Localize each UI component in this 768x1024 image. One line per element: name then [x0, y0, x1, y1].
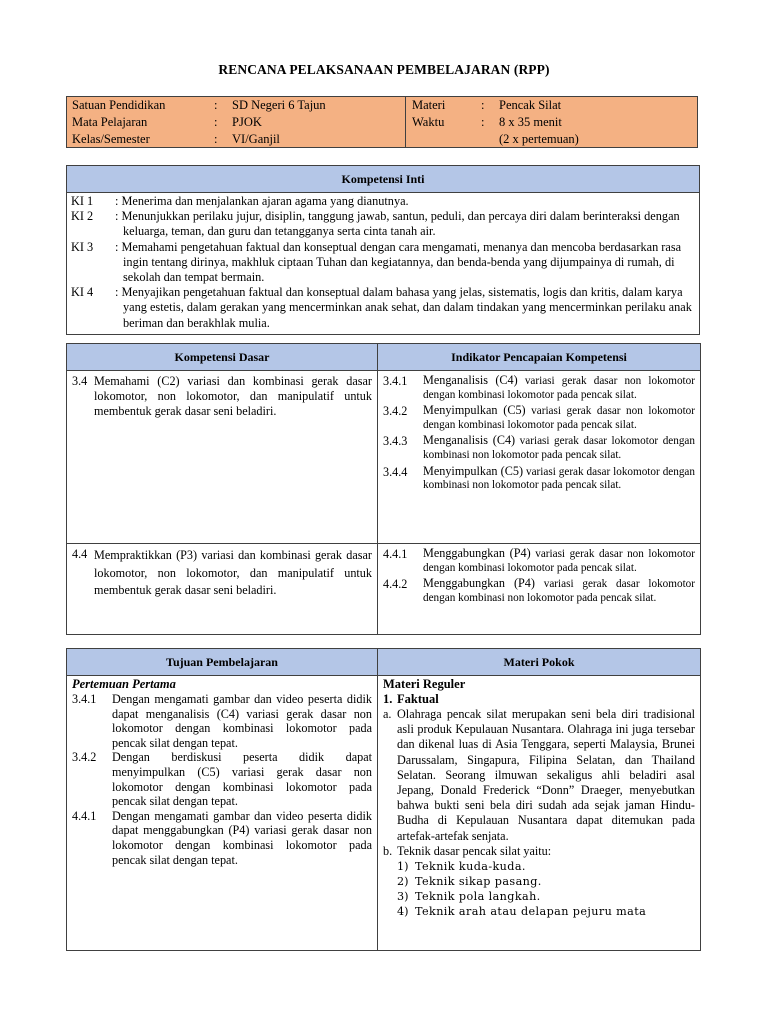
tujuan-text: Dengan mengamati gambar dan video peserta didik dapat menggabungkan (P4) variasi gerak dasar non lokomotor dengan kombinasi lokomotor pada pencak silat dengan tepat.	[112, 808, 372, 867]
faktual-number: 1.	[383, 692, 393, 706]
item-letter: a.	[383, 707, 392, 721]
page-title: RENCANA PELAKSANAAN PEMBELAJARAN (RPP)	[218, 62, 550, 77]
waktu-label: Waktu	[412, 115, 445, 129]
pertemuan-heading: Pertemuan Pertama	[72, 677, 176, 691]
list-item: 2) Teknik sikap pasang.	[397, 875, 542, 889]
materi-header: Materi Pokok	[378, 649, 701, 676]
ipk-text: variasi gerak dasar lokomotor dengan kombinasi non lokomotor pada pencak silat.	[423, 465, 695, 492]
ipk-text: variasi gerak dasar non lokomotor dengan kombinasi lokomotor pada pencak silat.	[423, 375, 695, 401]
ki-text: : Menunjukkan perilaku jujur, disiplin, tanggung jawab, santun, peduli, dan percaya diri dalam berinteraksi dengan keluarga, teman, dan guru dan tetangganya serta cinta tanah air.	[115, 209, 680, 239]
waktu-note: (2 x pertemuan)	[499, 132, 579, 146]
colon: :	[214, 98, 218, 112]
colon: :	[481, 98, 485, 112]
ipk-number: 3.4.1	[383, 374, 408, 388]
item-letter: b.	[383, 843, 393, 858]
ipk-text: variasi gerak dasar lokomotor dengan kombinasi non lokomotor pada pencak silat.	[423, 435, 695, 461]
ipk-number: 3.4.4	[383, 464, 408, 479]
colon: :	[214, 132, 218, 146]
mapel-value: PJOK	[232, 115, 262, 129]
ki-item	[71, 209, 695, 239]
kd-text: Memahami (C2) variasi dan kombinasi gerak dasar lokomotor, non lokomotor, dan manipulatif untuk membentuk gerak dasar seni beladiri.	[94, 374, 372, 418]
tujuan-number: 3.4.1	[72, 692, 97, 706]
ipk-number: 4.4.1	[383, 547, 408, 561]
ki-text: : Memahami pengetahuan faktual dan konseptual dengan cara mengamati, menanya dan mencoba berdasarkan rasa ingin tentang dirinya, makhluk ciptaan Tuhan dan kegiatannya, dan benda-benda yang dijumpainya di rumah, di sekolah dan tempat bermain.	[115, 239, 682, 285]
tujuan-text: Dengan mengamati gambar dan video peserta didik dapat menganalisis (C4) variasi gerak dasar non lokomotor dengan kombinasi lokomotor pada pencak silat dengan tepat.	[112, 692, 372, 750]
kd-text: Mempraktikkan (P3) variasi dan kombinasi gerak dasar lokomotor, non lokomotor, dan manipulatif untuk membentuk gerak dasar seni beladiri.	[94, 548, 372, 597]
ki-text: : Menyajikan pengetahuan faktual dan konseptual dalam bahasa yang jelas, sistematis, logis dan kritis, dalam karya yang estetis, dalam gerakan yang mencerminkan anak sehat, dan dalam tindakan yang mencerminkan perilaku anak beriman dan berakhlak mulia.	[115, 285, 692, 330]
kelas-label: Kelas/Semester	[72, 132, 150, 146]
ipk-number: 3.4.2	[383, 404, 408, 419]
ipk-lead: Menggabungkan (P4)	[423, 546, 531, 560]
tujuan-number: 4.4.1	[72, 808, 97, 823]
satuan-label: Satuan Pendidikan	[72, 98, 166, 112]
ipk-lead: Menyimpulkan (C5)	[423, 403, 526, 418]
satuan-value: SD Negeri 6 Tajun	[232, 98, 326, 112]
list-item: 4) Teknik arah atau delapan pejuru mata	[397, 905, 647, 919]
table-row	[67, 371, 701, 544]
kd-header: Kompetensi Dasar	[67, 344, 378, 371]
list-item: 1) Teknik kuda-kuda.	[397, 860, 526, 874]
ki-code: KI 1	[71, 194, 94, 208]
ipk-lead: Menggabungkan (P4)	[423, 576, 535, 591]
ipk-lead: Menyimpulkan (C5)	[423, 463, 524, 478]
ki-item	[71, 285, 695, 331]
kompetensi-inti-box	[66, 165, 700, 335]
ipk-lead: Menganalisis (C4)	[423, 433, 516, 448]
kelas-value: VI/Ganjil	[232, 132, 280, 146]
ipk-number: 4.4.2	[383, 577, 408, 592]
ipk-lead: Menganalisis (C4)	[423, 373, 518, 387]
colon: :	[481, 115, 485, 129]
table-row	[67, 676, 701, 951]
mapel-label: Mata Pelajaran	[72, 115, 148, 129]
ipk-text: variasi gerak dasar lokomotor dengan kombinasi non lokomotor pada pencak silat.	[423, 578, 696, 604]
materi-paragraph: Teknik dasar pencak silat yaitu:	[397, 843, 552, 858]
ki-code: KI 2	[71, 209, 94, 224]
identity-box	[66, 96, 698, 148]
list-item: 3) Teknik pola langkah.	[397, 890, 541, 904]
ki-code: KI 3	[71, 239, 94, 254]
ki-item	[71, 240, 695, 286]
tujuan-number: 3.4.2	[72, 750, 97, 765]
ki-item	[71, 194, 695, 209]
colon: :	[214, 115, 218, 129]
kd-number: 4.4	[72, 547, 88, 561]
tujuan-materi-table	[66, 648, 701, 951]
table-row	[67, 544, 701, 635]
materi-value: Pencak Silat	[499, 98, 562, 112]
kompetensi-inti-header: Kompetensi Inti	[67, 166, 699, 193]
ipk-text: variasi gerak dasar non lokomotor dengan kombinasi lokomotor pada pencak silat.	[423, 548, 695, 574]
ki-code: KI 4	[71, 285, 94, 300]
ipk-number: 3.4.3	[383, 434, 408, 449]
materi-paragraph: Olahraga pencak silat merupakan seni bela diri tradisional asli produk Kepulauan Nusantara. Olahraga ini juga tersebar dan dikenal luas di Asia Tenggara, seperti Malaysia, Brunei Darussalam, Singapura, Filipina Selatan, dan Thailand Selatan. Seorang ilmuwan sekaligus ahli beladiri asal Jepang, Donald Frederick “Donn” Draeger, menyebutkan bahwa bukti seni bela diri sudah ada sejak jaman Hindu-Budha di Kepulauan Nusantara dapat ditemukan pada artefak-artefak senjata.	[397, 707, 695, 843]
ipk-header: Indikator Pencapaian Kompetensi	[378, 344, 701, 371]
tujuan-text: Dengan berdiskusi peserta didik dapat menyimpulkan (C5) variasi gerak dasar non lokomotor dengan kombinasi lokomotor pada pencak silat dengan tepat.	[112, 750, 372, 809]
kd-ipk-table	[66, 343, 701, 635]
materi-reguler-heading: Materi Reguler	[383, 677, 466, 691]
materi-label: Materi	[412, 98, 446, 112]
faktual-heading: Faktual	[397, 692, 439, 706]
ki-text: : Menerima dan menjalankan ajaran agama yang dianutnya.	[115, 194, 409, 208]
kd-number: 3.4	[72, 374, 88, 388]
waktu-value: 8 x 35 menit	[499, 115, 562, 129]
tujuan-header: Tujuan Pembelajaran	[67, 649, 378, 676]
ipk-text: variasi gerak dasar non lokomotor dengan kombinasi lokomotor pada pencak silat.	[423, 405, 695, 431]
